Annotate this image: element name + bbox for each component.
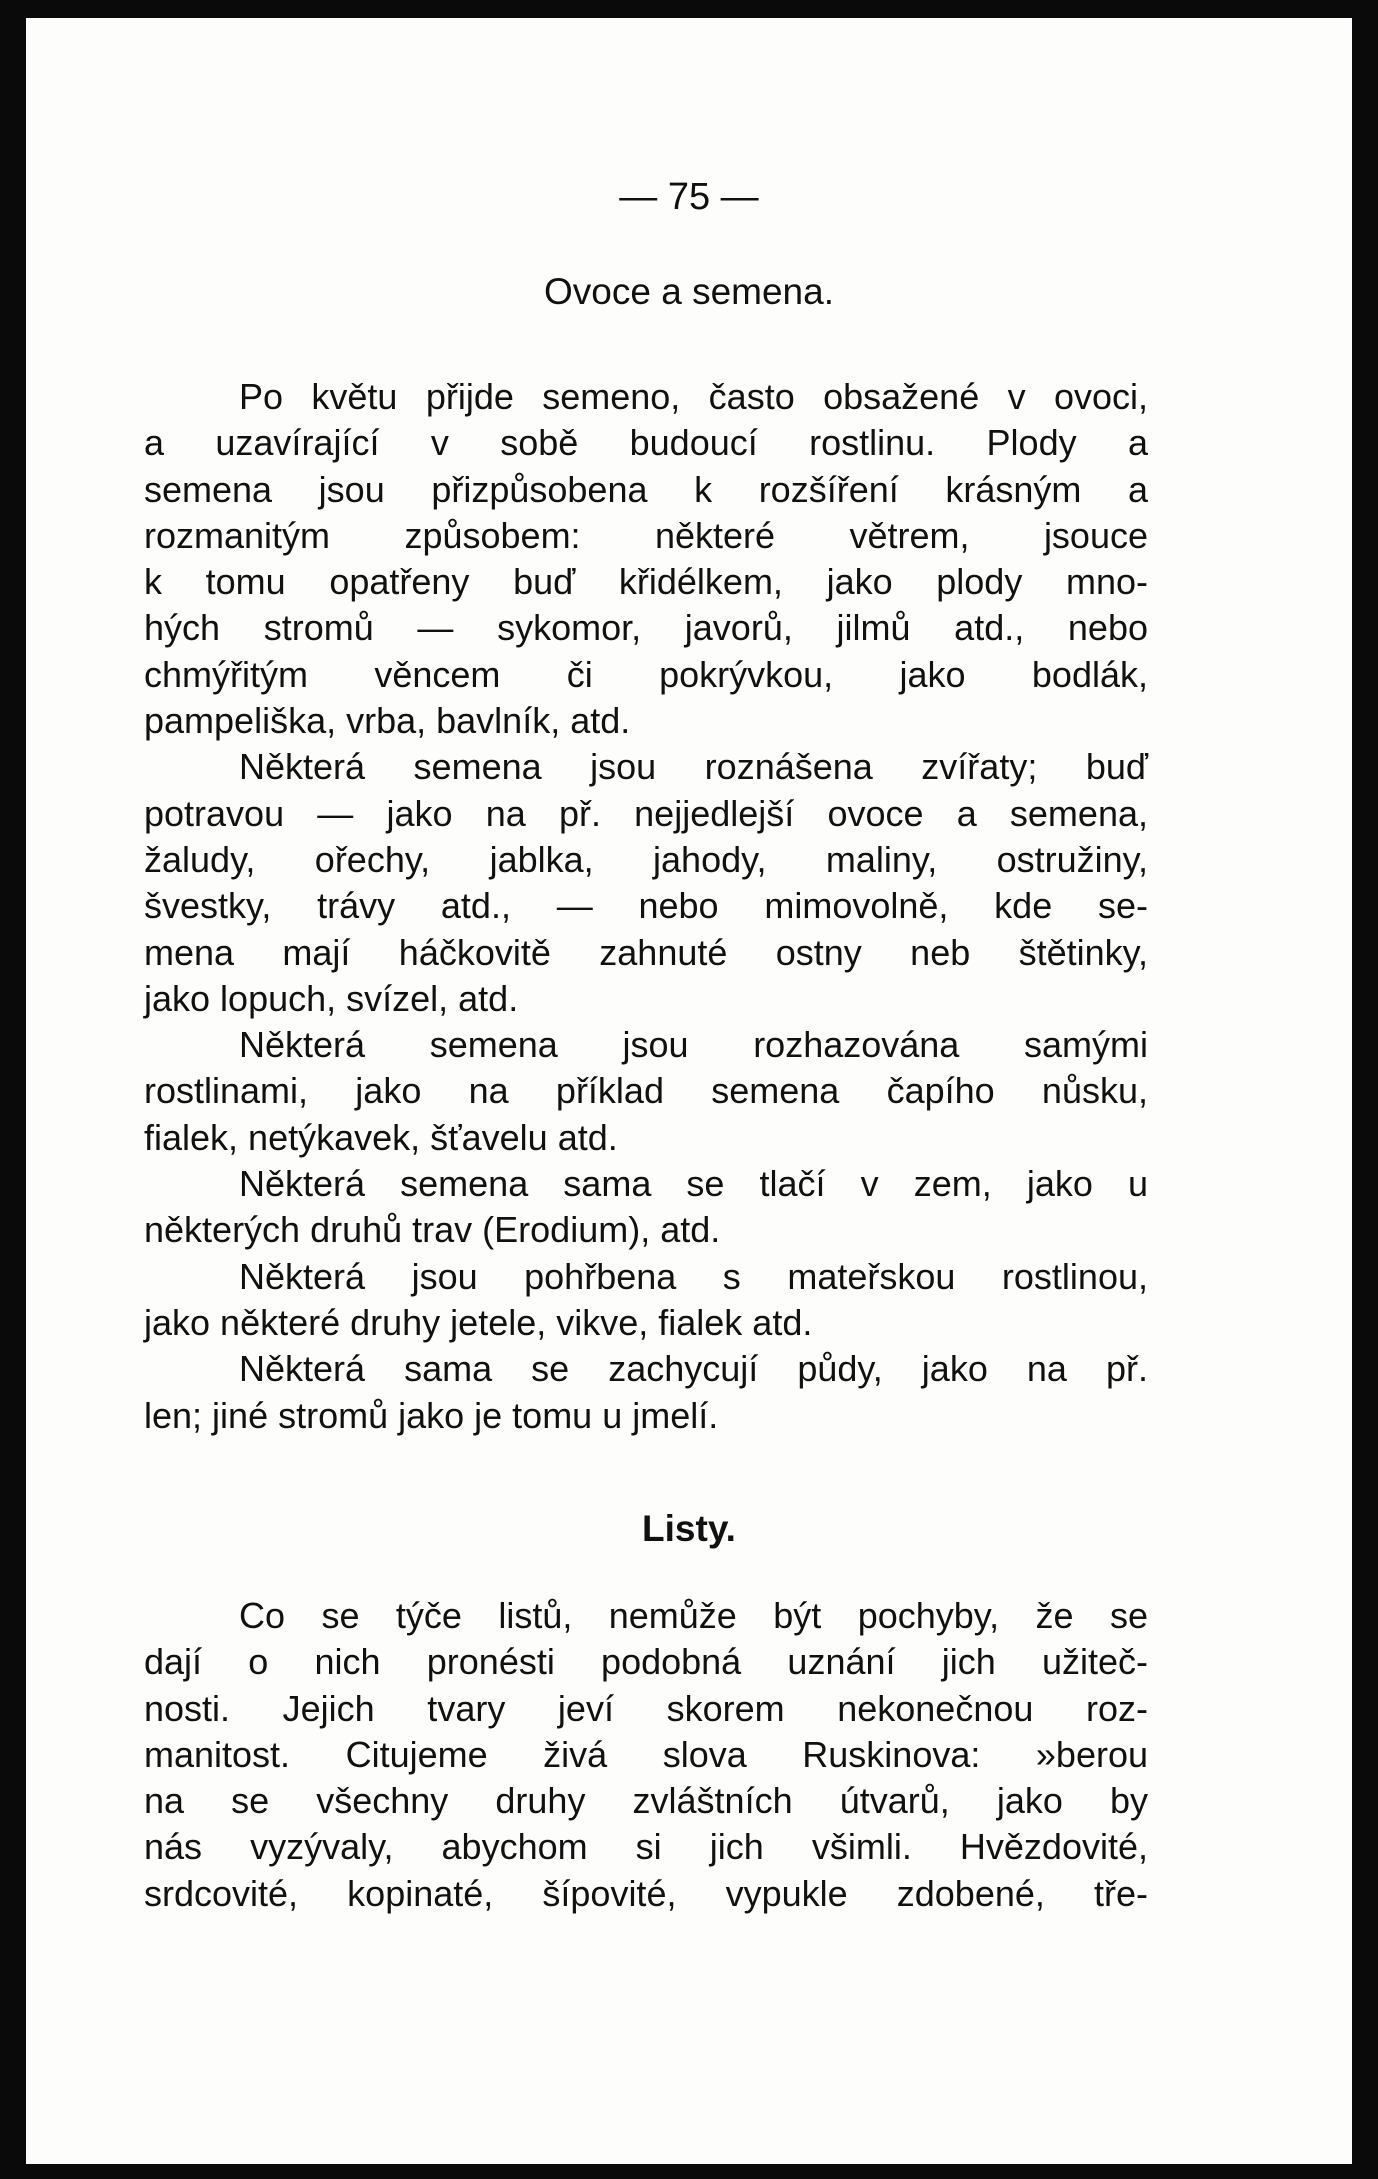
section-body-ovoce-a-semena	[144, 374, 1148, 1439]
text-line: jako lopuch, svízel, atd.	[144, 977, 519, 1019]
text-line: švestky, trávy atd., — nebo mimovolně, kde se-	[144, 885, 1148, 927]
text-line: rozmanitým způsobem: některé větrem, jsouce	[144, 514, 1148, 556]
text-line: Po květu přijde semeno, často obsažené v ovoci,	[239, 376, 1148, 417]
text-line: fialek, netýkavek, šťavelu atd.	[144, 1116, 618, 1158]
text-line: mena mají háčkovitě zahnuté ostny neb štětinky,	[144, 931, 1148, 973]
text-line: jako některé druhy jetele, vikve, fialek atd.	[144, 1301, 813, 1343]
text-line: nás vyzývaly, abychom si jich všimli. Hvězdovité,	[144, 1826, 1148, 1868]
text-line: Některá semena jsou roznášena zvířaty; buď	[239, 746, 1148, 788]
text-line: chmýřitým věncem či pokrývkou, jako bodlák,	[144, 653, 1148, 695]
text-line: pampeliška, vrba, bavlník, atd.	[144, 700, 631, 742]
text-line: a uzavírající v sobě budoucí rostlinu. Plody a	[144, 422, 1148, 464]
text-line: na se všechny druhy zvláštních útvarů, jako by	[144, 1780, 1148, 1822]
section-body-listy	[144, 1593, 1148, 1917]
text-line: k tomu opatřeny buď křidélkem, jako plody mno-	[144, 561, 1148, 603]
text-line: rostlinami, jako na příklad semena čapího nůsku,	[144, 1070, 1148, 1112]
text-line: len; jiné stromů jako je tomu u jmelí.	[144, 1394, 719, 1436]
text-line: semena jsou přizpůsobena k rozšíření krásným a	[144, 468, 1148, 510]
text-line: Některá semena jsou rozhazována samými	[239, 1024, 1148, 1066]
text-line: nosti. Jejich tvary jeví skorem nekonečnou roz-	[144, 1687, 1148, 1729]
section-title-ovoce-a-semena: Ovoce a semena.	[544, 271, 834, 312]
text-line: hých stromů — sykomor, javorů, jilmů atd., nebo	[144, 607, 1148, 649]
text-line: některých druhů trav (Erodium), atd.	[144, 1209, 721, 1251]
text-line: dají o nich pronésti podobná uznání jich užiteč-	[144, 1641, 1148, 1683]
book-page	[26, 18, 1352, 2164]
text-line: Co se týče listů, nemůže být pochyby, že se	[239, 1595, 1148, 1636]
text-line: Některá semena sama se tlačí v zem, jako u	[239, 1163, 1148, 1205]
text-line: manitost. Citujeme živá slova Ruskinova: »berou	[144, 1733, 1148, 1775]
text-line: Některá jsou pohřbena s mateřskou rostlinou,	[239, 1255, 1148, 1297]
page-number: — 75 —	[619, 176, 759, 218]
section-title-listy: Listy.	[642, 1508, 736, 1549]
text-line: Některá sama se zachycují půdy, jako na př.	[239, 1348, 1148, 1390]
text-line: žaludy, ořechy, jablka, jahody, maliny, ostružiny,	[144, 838, 1148, 880]
text-line: potravou — jako na př. nejjedlejší ovoce a semena,	[144, 792, 1148, 834]
text-line: srdcovité, kopinaté, šípovité, vypukle zdobené, tře-	[144, 1872, 1148, 1914]
